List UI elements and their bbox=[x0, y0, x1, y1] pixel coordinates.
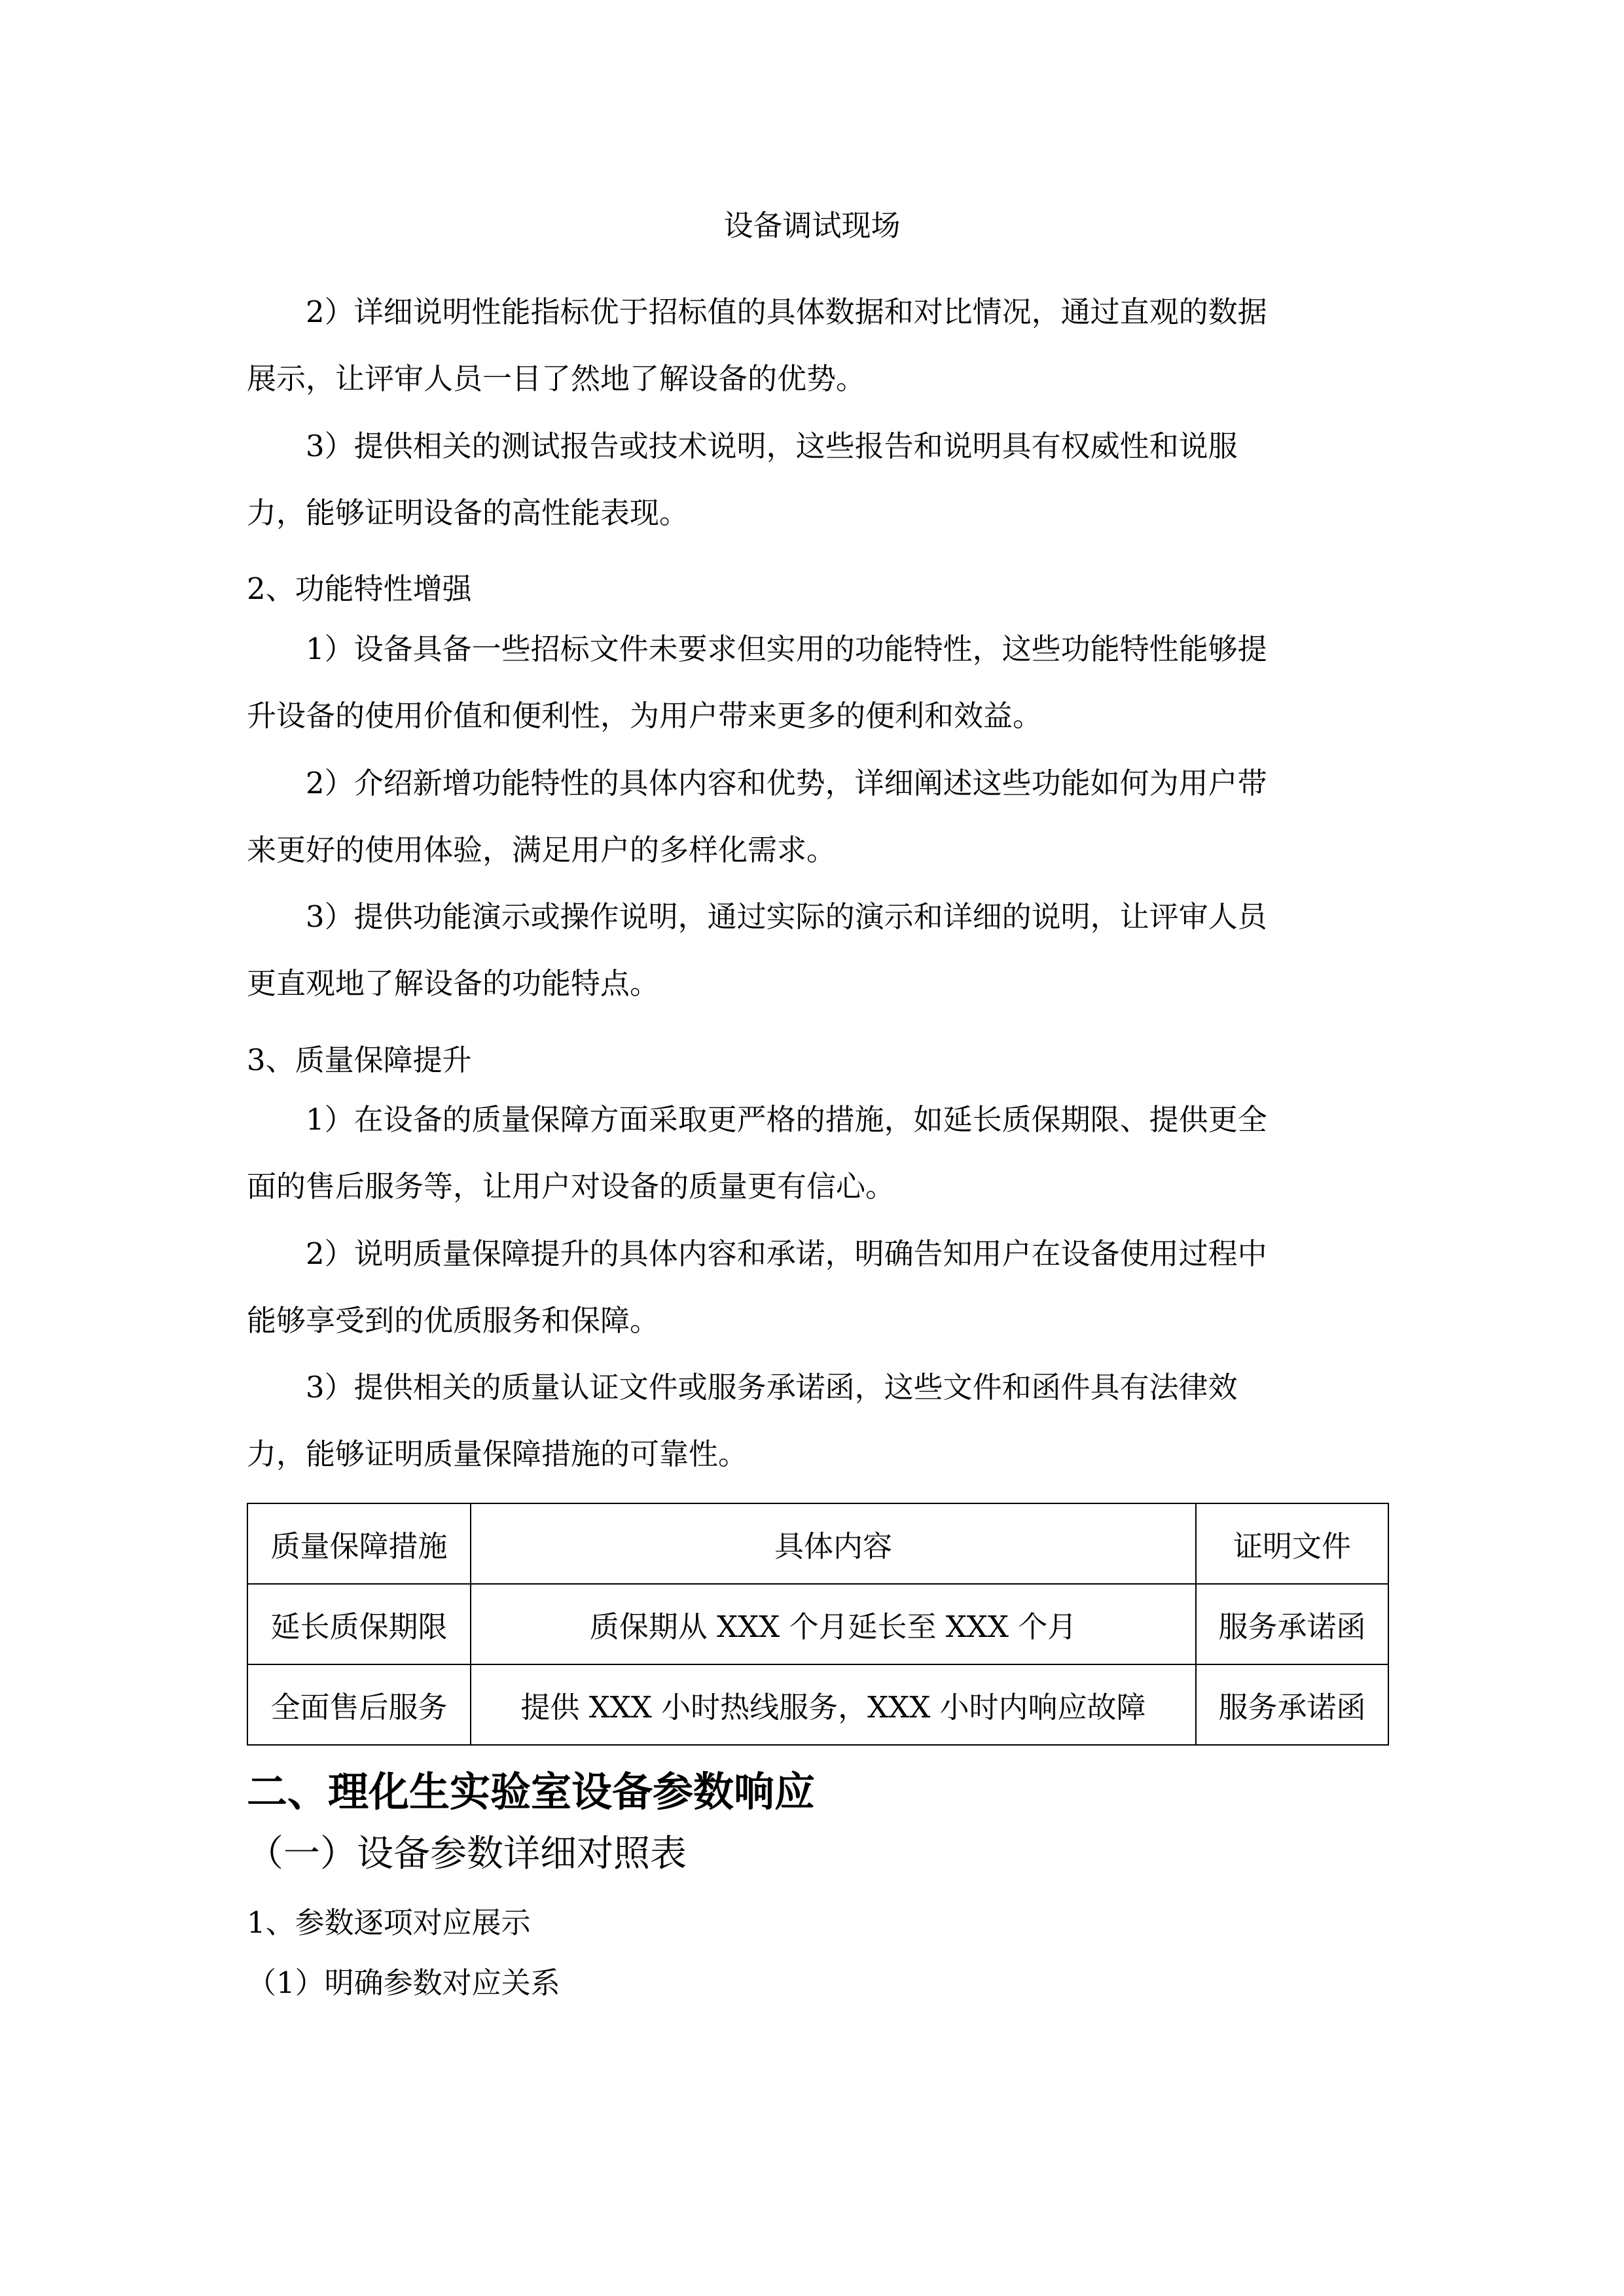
paragraph-line: 来更好的使用体验，满足用户的多样化需求。 bbox=[247, 833, 837, 867]
quality-item-3 bbox=[247, 1354, 1383, 1488]
table-cell: 全面售后服务 bbox=[247, 1664, 471, 1745]
table-header-row bbox=[247, 1503, 1388, 1584]
quality-section-heading: 3、质量保障提升 bbox=[247, 1043, 472, 1077]
section-title: 二、理化生实验室设备参数响应 bbox=[247, 1768, 816, 1816]
function-item-1 bbox=[247, 616, 1383, 749]
quality-measures-table bbox=[247, 1503, 1389, 1746]
table-header-cell: 证明文件 bbox=[1196, 1503, 1388, 1584]
paragraph-line: 更直观地了解设备的功能特点。 bbox=[247, 966, 660, 1001]
table-cell: 提供 XXX 小时热线服务，XXX 小时内响应故障 bbox=[471, 1664, 1196, 1745]
table-row bbox=[247, 1664, 1388, 1745]
table-header-cell: 具体内容 bbox=[471, 1503, 1196, 1584]
paragraph-line: 1）在设备的质量保障方面采取更严格的措施，如延长质保期限、提供更全 bbox=[306, 1102, 1267, 1137]
paragraph-line: 3）提供相关的测试报告或技术说明，这些报告和说明具有权威性和说服 bbox=[306, 429, 1238, 463]
function-section-heading: 2、功能特性增强 bbox=[247, 571, 472, 606]
subsection-title: （一）设备参数详细对照表 bbox=[247, 1833, 687, 1875]
table-cell: 服务承诺函 bbox=[1196, 1584, 1388, 1664]
table-cell: 服务承诺函 bbox=[1196, 1664, 1388, 1745]
item-heading: 1、参数逐项对应展示 bbox=[247, 1905, 531, 1940]
subitem-heading: （1）明确参数对应关系 bbox=[247, 1965, 560, 2000]
paragraph-line: 升设备的使用价值和便利性，为用户带来更多的便利和效益。 bbox=[247, 698, 1043, 733]
paragraph-line: 展示，让评审人员一目了然地了解设备的优势。 bbox=[247, 361, 866, 396]
paragraph-line: 2）说明质量保障提升的具体内容和承诺，明确告知用户在设备使用过程中 bbox=[306, 1236, 1267, 1271]
performance-item-3 bbox=[247, 413, 1383, 547]
image-caption: 设备调试现场 bbox=[723, 208, 901, 243]
quality-item-1 bbox=[247, 1086, 1383, 1220]
function-item-3 bbox=[247, 884, 1383, 1017]
paragraph-line: 3）提供功能演示或操作说明，通过实际的演示和详细的说明，让评审人员 bbox=[306, 899, 1267, 934]
paragraph-line: 力，能够证明质量保障措施的可靠性。 bbox=[247, 1437, 748, 1471]
function-item-2 bbox=[247, 750, 1383, 884]
table-cell: 质保期从 XXX 个月延长至 XXX 个月 bbox=[471, 1584, 1196, 1664]
paragraph-line: 力，能够证明设备的高性能表现。 bbox=[247, 495, 689, 530]
paragraph-line: 3）提供相关的质量认证文件或服务承诺函，这些文件和函件具有法律效 bbox=[306, 1370, 1238, 1405]
table-row bbox=[247, 1584, 1388, 1664]
paragraph-line: 面的售后服务等，让用户对设备的质量更有信心。 bbox=[247, 1169, 895, 1204]
paragraph-line: 2）详细说明性能指标优于招标值的具体数据和对比情况，通过直观的数据 bbox=[306, 295, 1267, 329]
table-cell: 延长质保期限 bbox=[247, 1584, 471, 1664]
paragraph-line: 1）设备具备一些招标文件未要求但实用的功能特性，这些功能特性能够提 bbox=[306, 632, 1267, 666]
paragraph-line: 2）介绍新增功能特性的具体内容和优势，详细阐述这些功能如何为用户带 bbox=[306, 766, 1267, 800]
quality-item-2 bbox=[247, 1221, 1383, 1354]
table-header-cell: 质量保障措施 bbox=[247, 1503, 471, 1584]
performance-item-2 bbox=[247, 279, 1383, 412]
paragraph-line: 能够享受到的优质服务和保障。 bbox=[247, 1303, 660, 1338]
